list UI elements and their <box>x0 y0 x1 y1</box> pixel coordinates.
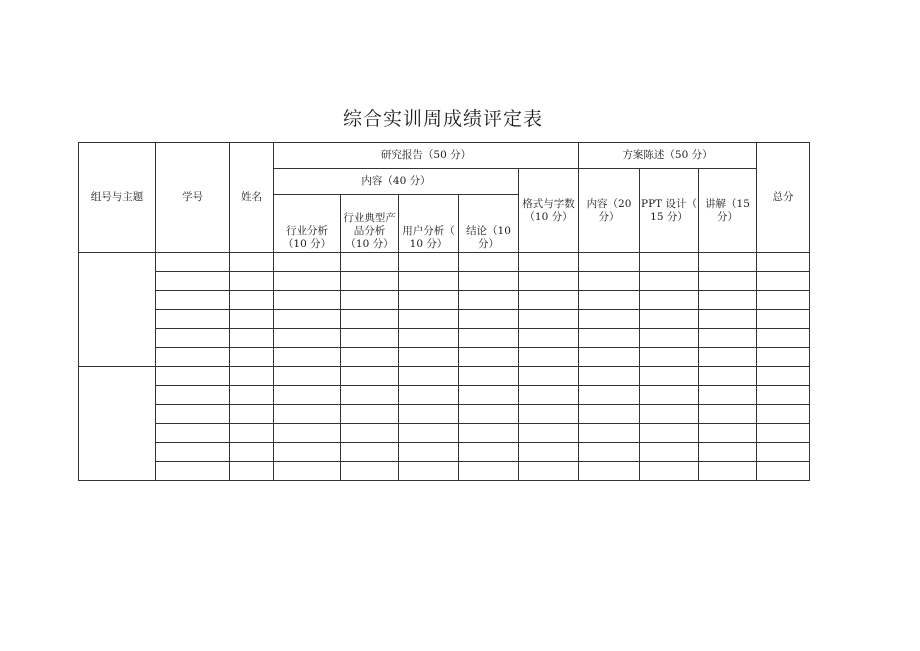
score-cell[interactable] <box>341 386 399 405</box>
table-row <box>79 253 810 272</box>
score-cell[interactable] <box>274 329 341 348</box>
score-cell[interactable] <box>459 253 519 272</box>
score-cell[interactable] <box>640 329 699 348</box>
header-group-topic: 组号与主题 <box>79 143 156 253</box>
score-cell[interactable] <box>640 386 699 405</box>
table-row <box>79 462 810 481</box>
group-topic-cell[interactable] <box>79 253 156 367</box>
header-user-analysis: 用户分析（ 10 分） <box>399 195 459 253</box>
score-cell[interactable] <box>519 443 579 462</box>
score-cell[interactable] <box>341 348 399 367</box>
score-cell[interactable] <box>699 462 757 481</box>
score-cell[interactable] <box>156 272 230 291</box>
score-cell[interactable] <box>341 405 399 424</box>
header-content-40: 内容（40 分） <box>274 169 519 195</box>
table-row <box>79 367 810 386</box>
score-cell[interactable] <box>579 253 640 272</box>
score-cell[interactable] <box>459 272 519 291</box>
score-cell[interactable] <box>699 348 757 367</box>
score-cell[interactable] <box>640 443 699 462</box>
score-cell[interactable] <box>579 386 640 405</box>
score-cell[interactable] <box>274 386 341 405</box>
score-cell[interactable] <box>579 443 640 462</box>
score-cell[interactable] <box>156 329 230 348</box>
table-row <box>79 424 810 443</box>
score-cell[interactable] <box>399 329 459 348</box>
score-cell[interactable] <box>156 405 230 424</box>
score-cell[interactable] <box>699 291 757 310</box>
score-cell[interactable] <box>519 291 579 310</box>
score-cell[interactable] <box>274 367 341 386</box>
score-cell[interactable] <box>757 291 810 310</box>
score-cell[interactable] <box>399 443 459 462</box>
score-cell[interactable] <box>640 348 699 367</box>
score-cell[interactable] <box>757 386 810 405</box>
score-cell[interactable] <box>640 367 699 386</box>
score-cell[interactable] <box>230 367 274 386</box>
score-cell[interactable] <box>341 462 399 481</box>
score-cell[interactable] <box>757 329 810 348</box>
table-row <box>79 443 810 462</box>
table-row <box>79 405 810 424</box>
score-cell[interactable] <box>579 462 640 481</box>
group-topic-cell[interactable] <box>79 367 156 481</box>
score-cell[interactable] <box>341 291 399 310</box>
header-student-id: 学号 <box>156 143 230 253</box>
score-cell[interactable] <box>230 386 274 405</box>
score-cell[interactable] <box>519 310 579 329</box>
score-cell[interactable] <box>519 405 579 424</box>
score-cell[interactable] <box>230 291 274 310</box>
grade-table <box>78 142 810 481</box>
score-cell[interactable] <box>699 272 757 291</box>
score-cell[interactable] <box>274 272 341 291</box>
table-body <box>79 253 810 481</box>
score-cell[interactable] <box>699 405 757 424</box>
header-typical-product: 行业典型产品分析（10 分） <box>341 195 399 253</box>
score-cell[interactable] <box>459 348 519 367</box>
score-cell[interactable] <box>399 424 459 443</box>
header-ppt-design: PPT 设计（ 15 分） <box>640 169 699 253</box>
table-row <box>79 348 810 367</box>
score-cell[interactable] <box>341 272 399 291</box>
score-cell[interactable] <box>519 348 579 367</box>
score-cell[interactable] <box>699 329 757 348</box>
score-cell[interactable] <box>274 405 341 424</box>
score-cell[interactable] <box>399 462 459 481</box>
score-cell[interactable] <box>699 424 757 443</box>
score-cell[interactable] <box>459 329 519 348</box>
score-cell[interactable] <box>699 443 757 462</box>
table-row <box>79 291 810 310</box>
score-cell[interactable] <box>519 272 579 291</box>
table-row <box>79 329 810 348</box>
header-total: 总分 <box>757 143 810 253</box>
score-cell[interactable] <box>459 386 519 405</box>
score-cell[interactable] <box>459 443 519 462</box>
score-cell[interactable] <box>519 329 579 348</box>
table-row <box>79 386 810 405</box>
score-cell[interactable] <box>519 424 579 443</box>
score-cell[interactable] <box>640 253 699 272</box>
score-cell[interactable] <box>230 443 274 462</box>
score-cell[interactable] <box>459 462 519 481</box>
score-cell[interactable] <box>230 405 274 424</box>
score-cell[interactable] <box>757 253 810 272</box>
header-plan-presentation: 方案陈述（50 分） <box>579 143 757 169</box>
score-cell[interactable] <box>156 310 230 329</box>
score-cell[interactable] <box>274 424 341 443</box>
score-cell[interactable] <box>459 405 519 424</box>
score-cell[interactable] <box>230 348 274 367</box>
score-cell[interactable] <box>274 253 341 272</box>
score-cell[interactable] <box>399 291 459 310</box>
score-cell[interactable] <box>230 272 274 291</box>
score-cell[interactable] <box>230 329 274 348</box>
score-cell[interactable] <box>459 310 519 329</box>
score-cell[interactable] <box>579 291 640 310</box>
score-cell[interactable] <box>341 253 399 272</box>
table-row <box>79 310 810 329</box>
score-cell[interactable] <box>757 405 810 424</box>
score-cell[interactable] <box>274 462 341 481</box>
score-cell[interactable] <box>341 329 399 348</box>
score-cell[interactable] <box>274 291 341 310</box>
page-title: 综合实训周成绩评定表 <box>342 108 543 130</box>
header-format-words: 格式与字数（10 分） <box>519 169 579 253</box>
score-cell[interactable] <box>699 367 757 386</box>
score-cell[interactable] <box>156 253 230 272</box>
score-cell[interactable] <box>156 291 230 310</box>
header-conclusion: 结论（10 分） <box>459 195 519 253</box>
header-name: 姓名 <box>230 143 274 253</box>
score-cell[interactable] <box>230 462 274 481</box>
header-research-report: 研究报告（50 分） <box>274 143 579 169</box>
score-cell[interactable] <box>399 405 459 424</box>
header-industry-analysis: 行业分析（10 分） <box>274 195 341 253</box>
score-cell[interactable] <box>579 329 640 348</box>
score-cell[interactable] <box>699 310 757 329</box>
score-cell[interactable] <box>757 310 810 329</box>
score-cell[interactable] <box>757 272 810 291</box>
table-row <box>79 272 810 291</box>
score-cell[interactable] <box>156 443 230 462</box>
score-cell[interactable] <box>230 310 274 329</box>
score-cell[interactable] <box>579 310 640 329</box>
score-cell[interactable] <box>757 462 810 481</box>
header-explanation: 讲解（15 分） <box>699 169 757 253</box>
score-cell[interactable] <box>459 291 519 310</box>
score-cell[interactable] <box>579 405 640 424</box>
score-cell[interactable] <box>757 367 810 386</box>
score-cell[interactable] <box>519 253 579 272</box>
score-cell[interactable] <box>156 462 230 481</box>
score-cell[interactable] <box>579 424 640 443</box>
score-cell[interactable] <box>156 348 230 367</box>
score-cell[interactable] <box>640 291 699 310</box>
score-cell[interactable] <box>399 253 459 272</box>
score-cell[interactable] <box>399 386 459 405</box>
score-cell[interactable] <box>757 443 810 462</box>
score-cell[interactable] <box>519 386 579 405</box>
score-cell[interactable] <box>341 367 399 386</box>
score-cell[interactable] <box>757 424 810 443</box>
score-cell[interactable] <box>156 424 230 443</box>
score-cell[interactable] <box>341 443 399 462</box>
score-cell[interactable] <box>459 367 519 386</box>
score-cell[interactable] <box>579 348 640 367</box>
score-cell[interactable] <box>640 405 699 424</box>
score-cell[interactable] <box>640 310 699 329</box>
score-cell[interactable] <box>230 424 274 443</box>
score-cell[interactable] <box>519 367 579 386</box>
score-cell[interactable] <box>519 462 579 481</box>
score-cell[interactable] <box>640 424 699 443</box>
score-cell[interactable] <box>274 443 341 462</box>
score-cell[interactable] <box>640 462 699 481</box>
score-cell[interactable] <box>459 424 519 443</box>
score-cell[interactable] <box>579 367 640 386</box>
score-cell[interactable] <box>640 272 699 291</box>
score-cell[interactable] <box>699 386 757 405</box>
score-cell[interactable] <box>274 310 341 329</box>
score-cell[interactable] <box>341 424 399 443</box>
score-cell[interactable] <box>757 348 810 367</box>
score-cell[interactable] <box>579 272 640 291</box>
score-cell[interactable] <box>399 272 459 291</box>
score-cell[interactable] <box>399 367 459 386</box>
score-cell[interactable] <box>156 367 230 386</box>
score-cell[interactable] <box>399 348 459 367</box>
score-cell[interactable] <box>341 310 399 329</box>
score-cell[interactable] <box>399 310 459 329</box>
score-cell[interactable] <box>274 348 341 367</box>
header-content-20: 内容（20 分） <box>579 169 640 253</box>
score-cell[interactable] <box>699 253 757 272</box>
header-row-1 <box>79 143 810 169</box>
score-cell[interactable] <box>156 386 230 405</box>
score-cell[interactable] <box>230 253 274 272</box>
